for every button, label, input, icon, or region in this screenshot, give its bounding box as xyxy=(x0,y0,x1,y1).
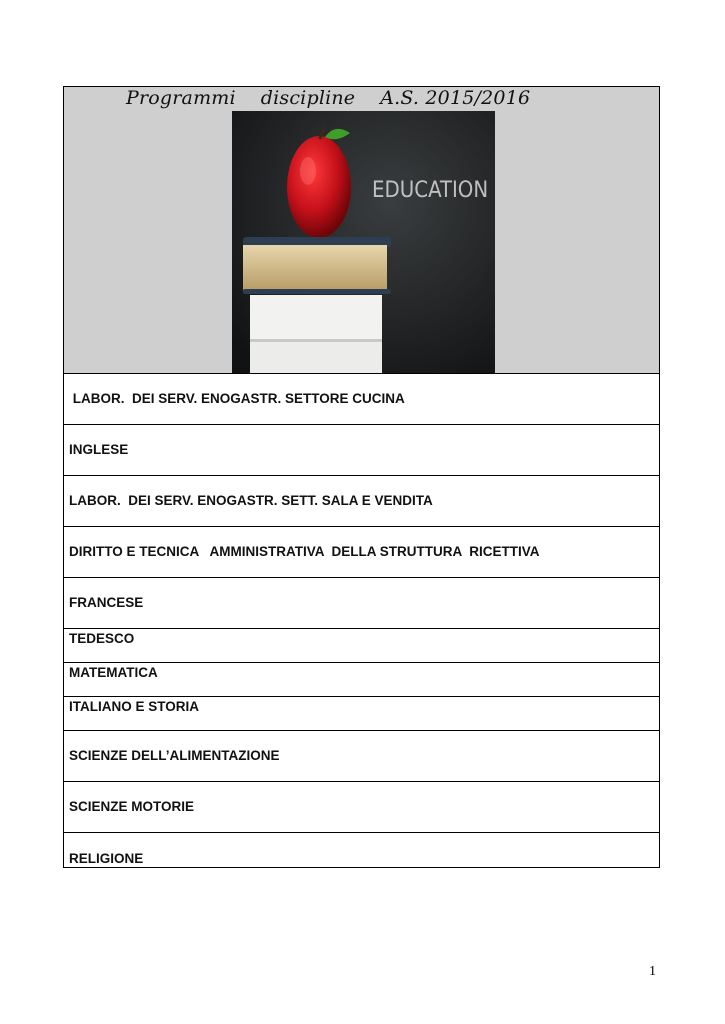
education-image xyxy=(232,111,495,373)
subject-row xyxy=(64,697,659,731)
book-stack-1 xyxy=(250,295,382,341)
subject-label: FRANCESE xyxy=(69,595,144,610)
subject-row xyxy=(64,476,659,527)
subjects-table xyxy=(63,86,660,868)
subject-row xyxy=(64,663,659,697)
subject-label: LABOR. DEI SERV. ENOGASTR. SETTORE CUCINA xyxy=(69,391,405,406)
subject-label: SCIENZE MOTORIE xyxy=(69,799,195,814)
book-stack-2 xyxy=(250,342,382,373)
subject-row xyxy=(64,527,659,578)
page-number: 1 xyxy=(649,964,656,979)
chalkboard-text: EDUCATION xyxy=(372,178,489,203)
subject-label: ITALIANO E STORIA xyxy=(69,699,200,714)
subject-label: LABOR. DEI SERV. ENOGASTR. SETT. SALA E VENDITA xyxy=(69,493,433,508)
subject-label: RELIGIONE xyxy=(69,851,144,866)
subject-label: SCIENZE DELL’ALIMENTAZIONE xyxy=(69,748,280,763)
subject-row xyxy=(64,833,659,867)
subject-row xyxy=(64,782,659,833)
document-title: Programmi discipline A.S. 2015/2016 xyxy=(126,87,531,109)
subject-label: INGLESE xyxy=(69,442,129,457)
subject-label: MATEMATICA xyxy=(69,665,158,680)
header-cell xyxy=(64,87,659,374)
subject-row xyxy=(64,425,659,476)
subject-label: TEDESCO xyxy=(69,631,135,646)
subject-row xyxy=(64,731,659,782)
subject-row xyxy=(64,578,659,629)
subject-row xyxy=(64,629,659,663)
subject-label: DIRITTO E TECNICA AMMINISTRATIVA DELLA STRUTTURA RICETTIVA xyxy=(69,544,540,559)
subject-row xyxy=(64,374,659,425)
book-pages-top xyxy=(243,245,387,291)
apple-icon xyxy=(287,136,351,238)
